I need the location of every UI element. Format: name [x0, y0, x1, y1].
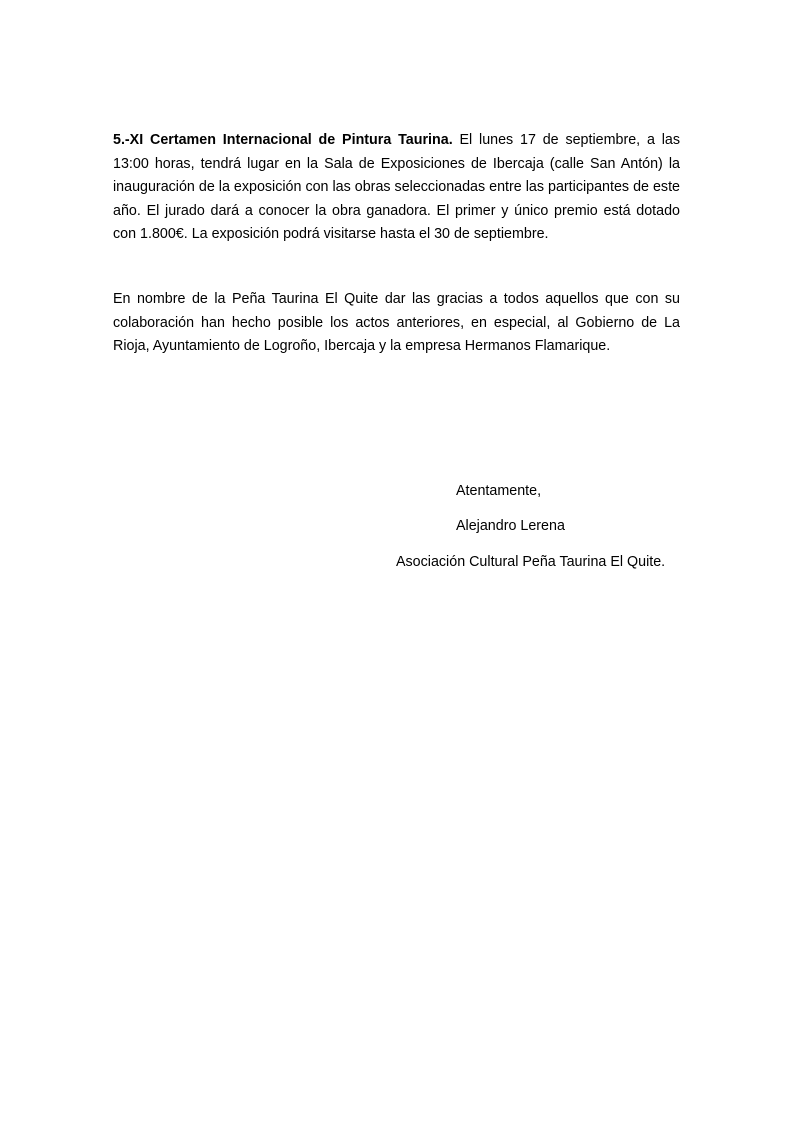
- event-paragraph: [113, 129, 680, 247]
- event-heading: 5.-XI Certamen Internacional de Pintura Taurina.: [113, 132, 453, 148]
- signatory-organization: Asociación Cultural Peña Taurina El Quite.: [396, 554, 666, 570]
- signatory-name: Alejandro Lerena: [456, 518, 565, 534]
- acknowledgement-paragraph: En nombre de la Peña Taurina El Quite dar las gracias a todos aquellos que con su colaboración han hecho posible los actos anteriores, en especial, al Gobierno de La Rioja, Ayuntamiento de Logroño, Ibercaja y la empresa Hermanos Flamarique.: [113, 291, 680, 355]
- closing-greeting: Atentamente,: [456, 483, 542, 499]
- event-description: El lunes 17 de septiembre, a las 13:00 horas, tendrá lugar en la Sala de Exposiciones de Ibercaja (calle San Antón) la inauguración de la exposición con las obras seleccionadas entre las participantes de este año. El jurado dará a conocer la obra ganadora. El primer y único premio está dotado con 1.800€. La exposición podrá visitarse hasta el 30 de septiembre.: [113, 132, 680, 243]
